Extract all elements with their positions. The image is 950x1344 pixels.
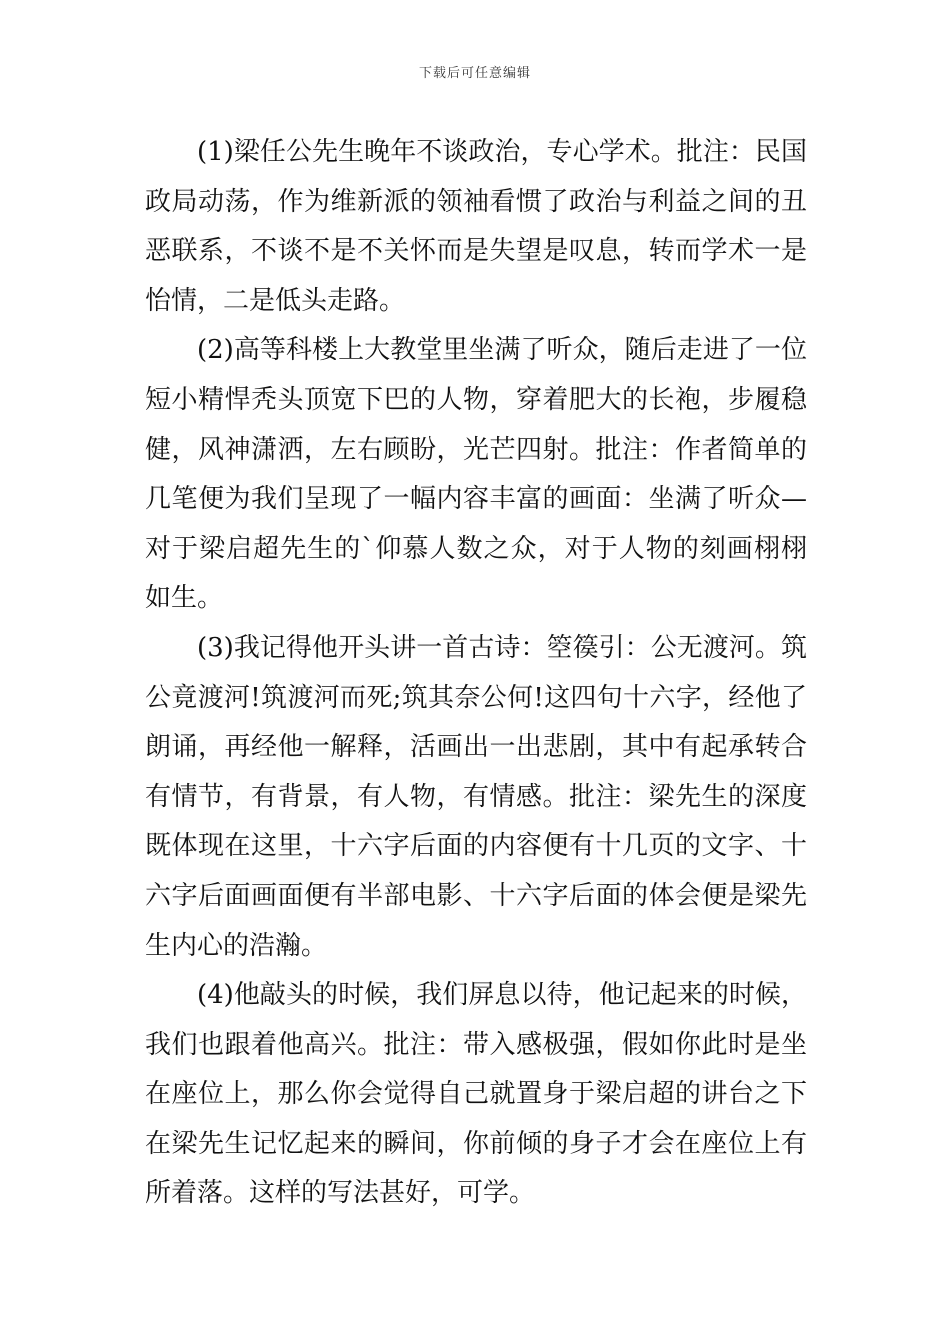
paragraph-4: (4)他敲头的时候，我们屏息以待，他记起来的时候，我们也跟着他高兴。批注：带入感极强，假如你此时是坐在座位上，那么你会觉得自己就置身于梁启超的讲台之下在梁先生记忆起来的瞬间，你前倾的身子才会在座位上有所着落。这样的写法甚好，可学。 xyxy=(145,980,807,1209)
paragraph-3: (3)我记得他开头讲一首古诗：箜篌引：公无渡河。筑公竟渡河!筑渡河而死;筑其奈公何!这四句十六字，经他了朗诵，再经他一解释，活画出一出悲剧，其中有起承转合有情节，有背景，有人物，有情感。批注：梁先生的深度既体现在这里，十六字后面的内容便有十几页的文字、十六字后面画面便有半部电影、十六字后面的体会便是梁先生内心的浩瀚。 xyxy=(145,632,807,961)
paragraph-1: (1)梁任公先生晚年不谈政治，专心学术。批注：民国政局动荡，作为维新派的领袖看惯了政治与利益之间的丑恶联系，不谈不是不关怀而是失望是叹息，转而学术一是怡情，二是低头走路。 xyxy=(145,137,807,316)
page-header: 下载后可任意编辑 xyxy=(418,66,531,81)
paragraph-2: (2)高等科楼上大教堂里坐满了听众，随后走进了一位短小精悍秃头顶宽下巴的人物，穿着肥大的长袍，步履稳健，风神潇洒，左右顾盼，光芒四射。批注：作者简单的几笔便为我们呈现了一幅内容丰富的画面：坐满了听众—对于梁启超先生的`仰慕人数之众，对于人物的刻画栩栩如生。 xyxy=(145,335,807,614)
document-body xyxy=(145,128,807,1219)
